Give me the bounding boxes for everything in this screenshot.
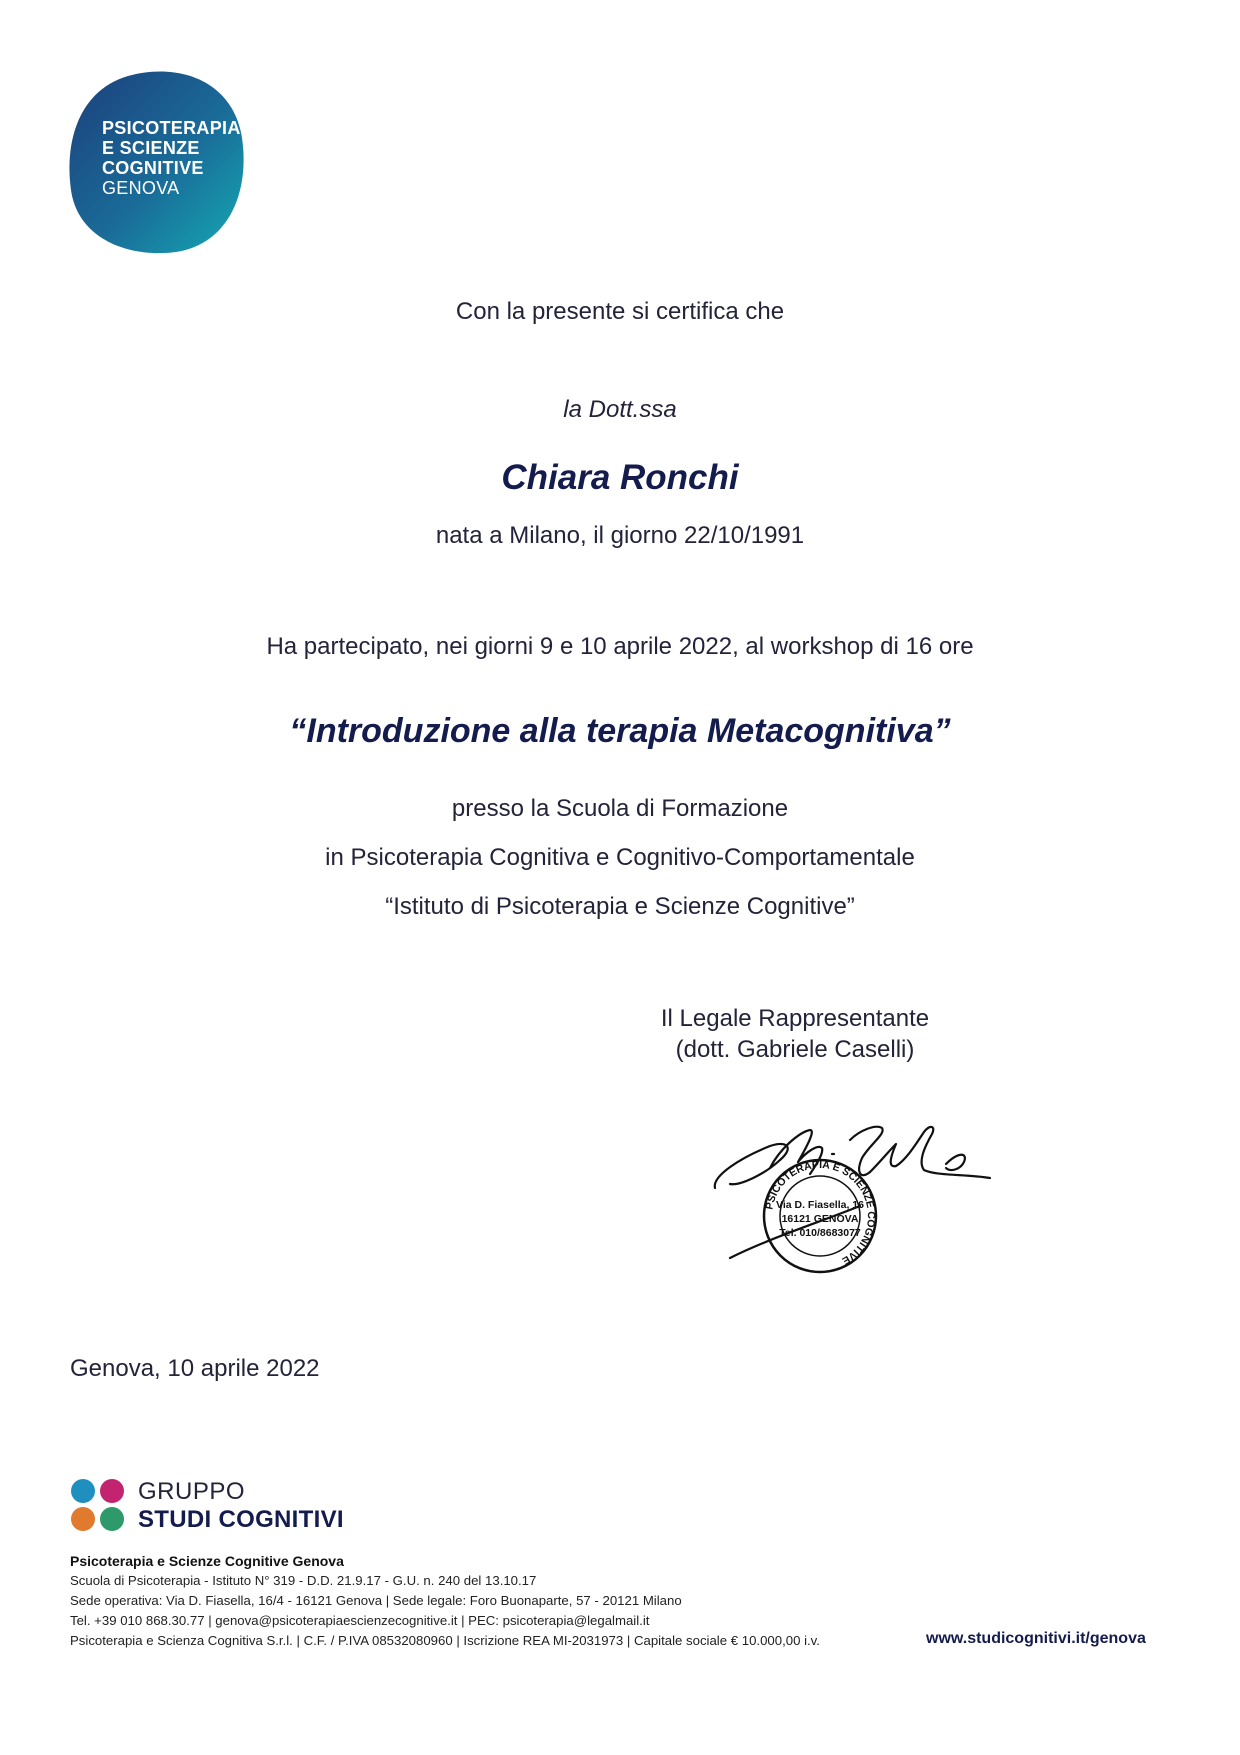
group-logo-icon <box>70 1478 128 1534</box>
footer-line-4: Psicoterapia e Scienza Cognitiva S.r.l. | C.F. / P.IVA 08532080960 | Iscrizione REA MI-2031973 | Capitale sociale € 10.000,00 i.v. <box>70 1633 820 1648</box>
group-dot-2 <box>100 1479 124 1503</box>
signer-role: Il Legale Rappresentante <box>660 1005 930 1032</box>
place-date: Genova, 10 aprile 2022 <box>70 1355 320 1382</box>
course-title: “Introduzione alla terapia Metacognitiva” <box>289 712 951 750</box>
footer-line-1: Scuola di Psicoterapia - Istituto N° 319 - D.D. 21.9.17 - G.U. n. 240 del 13.10.17 <box>70 1573 537 1588</box>
signer-name: (dott. Gabriele Caselli) <box>675 1036 915 1063</box>
participation-statement: Ha partecipato, nei giorni 9 e 10 aprile 2022, al workshop di 16 ore <box>266 633 974 660</box>
logo-line-4: GENOVA <box>102 178 180 198</box>
stamp-ring-text: PSICOTERAPIA E SCIENZE COGNITIVE <box>763 1158 878 1267</box>
footer-org-title: Psicoterapia e Scienze Cognitive Genova <box>70 1553 344 1569</box>
stamp-address-3: Tel. 010/8683077 <box>779 1227 861 1239</box>
recipient-title: la Dott.ssa <box>563 396 677 423</box>
group-dot-1 <box>71 1479 95 1503</box>
school-line-2: in Psicoterapia Cognitiva e Cognitivo-Comportamentale <box>325 844 915 871</box>
logo-line-2: E SCIENZE <box>102 138 200 158</box>
recipient-birth: nata a Milano, il giorno 22/10/1991 <box>435 522 805 549</box>
group-name-line-1: GRUPPO <box>138 1478 246 1505</box>
school-logo-text <box>102 118 241 198</box>
signature-and-stamp <box>710 1118 1010 1293</box>
certificate-intro: Con la presente si certifica che <box>455 298 785 325</box>
footer-website-link[interactable]: www.studicognitivi.it/genova <box>926 1630 1146 1647</box>
stamp-address-1: Via D. Fiasella, 16 <box>776 1199 864 1211</box>
group-name-line-2: STUDI COGNITIVI <box>138 1506 344 1533</box>
footer-line-3: Tel. +39 010 868.30.77 | genova@psicoterapiaescienzecognitive.it | PEC: psicoterapia@legalmail.it <box>70 1613 650 1628</box>
logo-line-1: PSICOTERAPIA <box>102 118 241 138</box>
school-line-1: presso la Scuola di Formazione <box>451 795 789 822</box>
group-dot-4 <box>100 1507 124 1531</box>
recipient-name: Chiara Ronchi <box>501 458 739 497</box>
logo-line-3: COGNITIVE <box>102 158 204 178</box>
stamp-address-2: 16121 GENOVA <box>781 1213 859 1225</box>
footer-line-2: Sede operativa: Via D. Fiasella, 16/4 - 16121 Genova | Sede legale: Foro Buonaparte, 57 - 20121 Milano <box>70 1593 682 1608</box>
school-stamp <box>763 1159 877 1272</box>
school-line-3: “Istituto di Psicoterapia e Scienze Cognitive” <box>385 893 855 920</box>
group-dot-3 <box>71 1507 95 1531</box>
